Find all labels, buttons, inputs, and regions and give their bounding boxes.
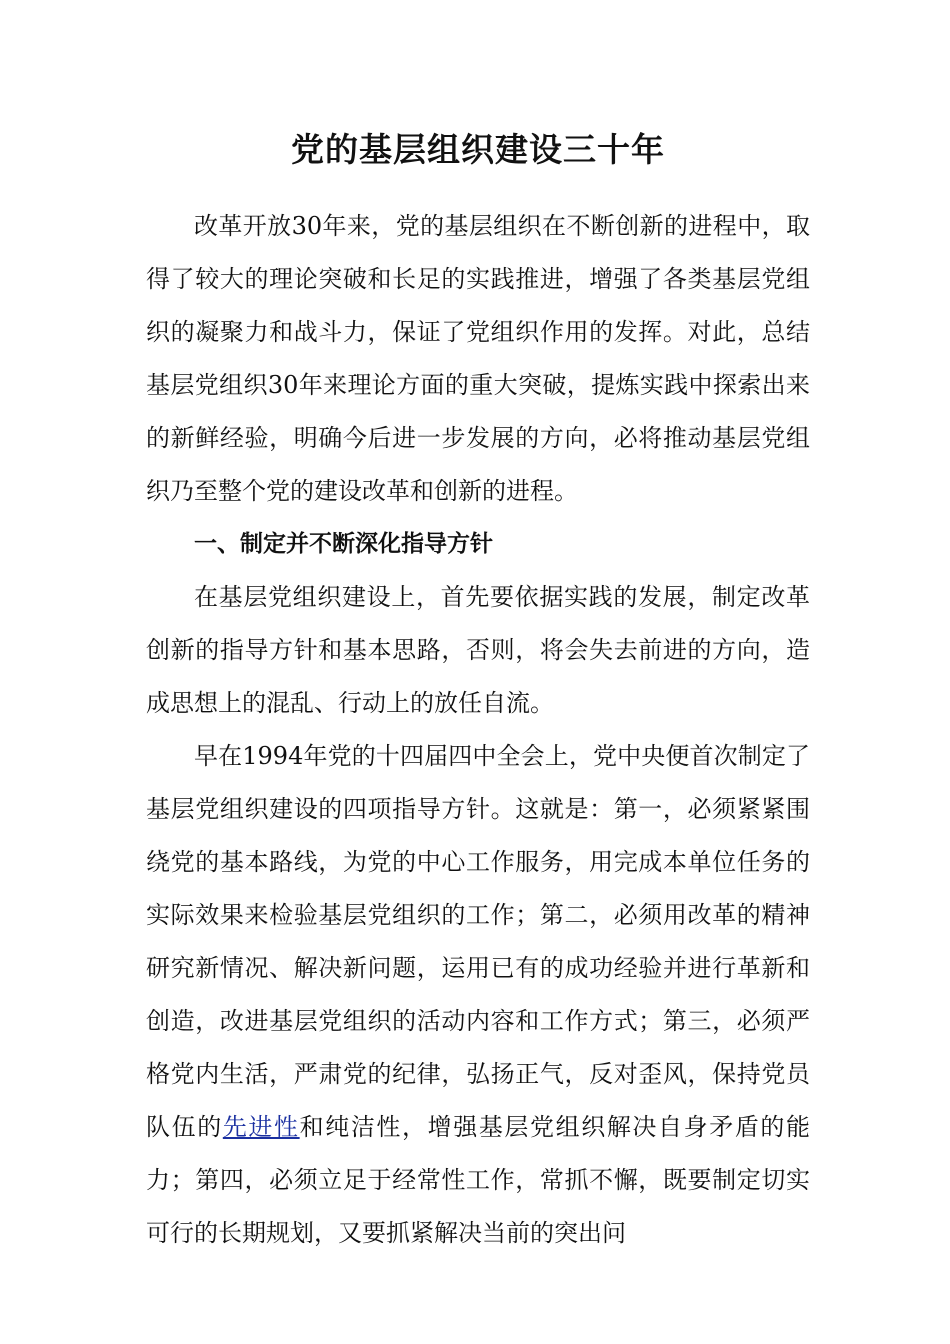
intro-paragraph: 改革开放30年来，党的基层组织在不断创新的进程中，取得了较大的理论突破和长足的实践推进，增强了各类基层党组织的凝聚力和战斗力，保证了党组织作用的发挥。对此，总结基层党组织30年来理论方面的重大突破，提炼实践中探索出来的新鲜经验，明确今后进一步发展的方向，必将推动基层党组织乃至整个党的建设改革和创新的进程。 [146,212,810,505]
section-1-paragraph-2 [146,730,810,1260]
section-1-paragraph-1: 在基层党组织建设上，首先要依据实践的发展，制定改革创新的指导方针和基本思路，否则，将会失去前进的方向，造成思想上的混乱、行动上的放任自流。 [146,583,810,717]
paragraph-text-before-link: 早在1994年党的十四届四中全会上，党中央便首次制定了基层党组织建设的四项指导方针。这就是：第一，必须紧紧围绕党的基本路线，为党的中心工作服务，用完成本单位任务的实际效果来检验基层党组织的工作；第二，必须用改革的精神研究新情况、解决新问题，运用已有的成功经验并进行革新和创造，改进基层党组织的活动内容和工作方式；第三，必须严格党内生活，严肃党的纪律，弘扬正气，反对歪风，保持党员队伍的 [146,742,810,1141]
paragraph-text-after-link: 和纯洁性，增强基层党组织解决自身矛盾的能力；第四，必须立足于经常性工作，常抓不懈，既要制定切实可行的长期规划，又要抓紧解决当前的突出问 [146,1113,811,1247]
section-1-heading: 一、制定并不断深化指导方针 [194,531,493,557]
keyword-link[interactable]: 先进性 [222,1113,300,1141]
document-title: 党的基层组织建设三十年 [291,130,665,169]
document-body [146,200,810,1260]
